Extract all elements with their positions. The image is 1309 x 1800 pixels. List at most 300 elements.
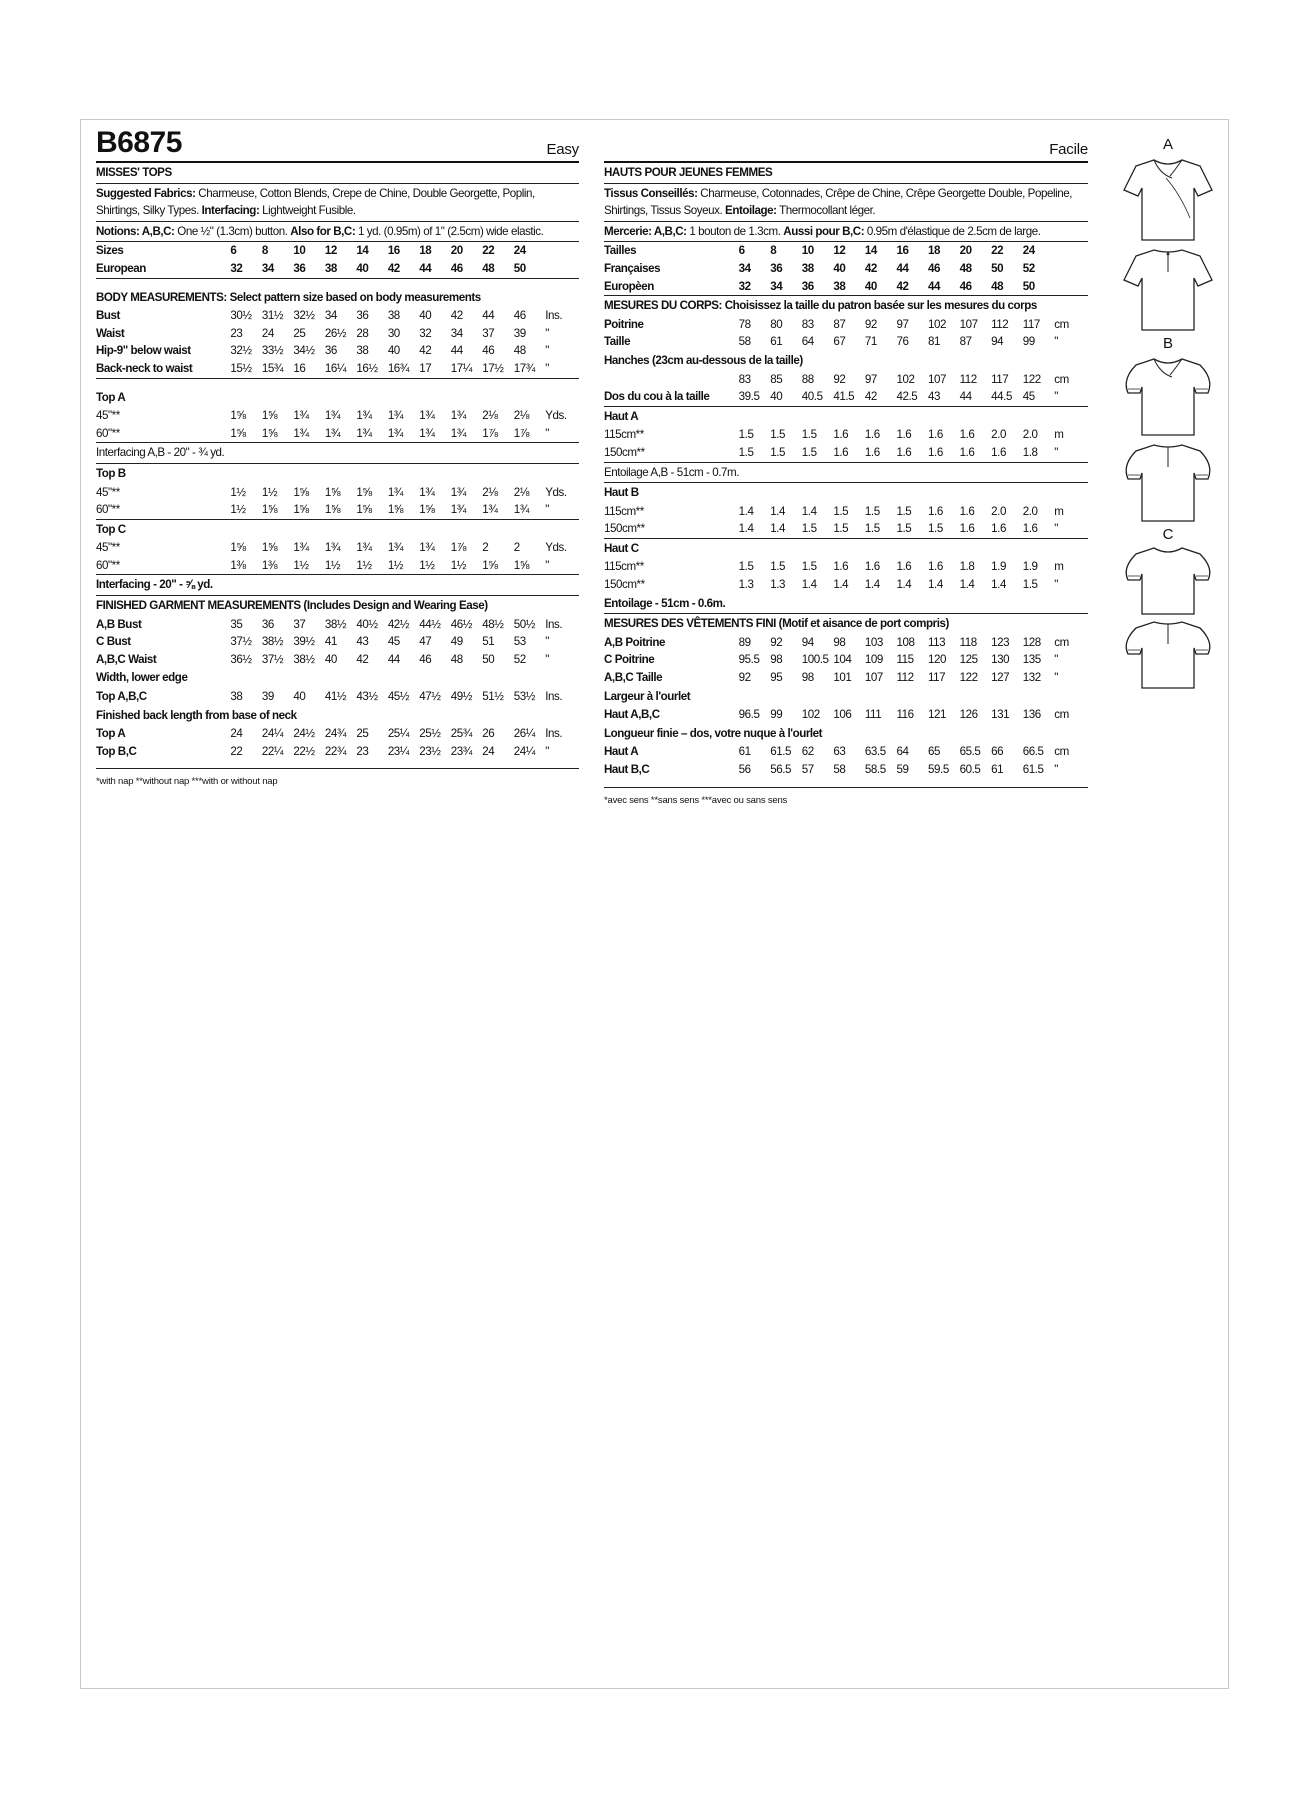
interfacing-text: Lightweight Fusible. bbox=[259, 204, 356, 218]
table-cell: 17½ bbox=[482, 361, 504, 375]
unit-cell: " bbox=[1054, 390, 1058, 404]
table-cell: 1.6 bbox=[928, 504, 943, 518]
unit-cell: cm bbox=[1054, 745, 1069, 759]
unit-cell: " bbox=[1054, 578, 1058, 592]
table-cell: 89 bbox=[738, 635, 751, 649]
table-cell: 34 bbox=[261, 261, 274, 275]
table-cell: 10 bbox=[293, 244, 306, 258]
table-cell: 97 bbox=[896, 317, 909, 331]
table-cell: 44 bbox=[387, 652, 400, 666]
table-cell: 98 bbox=[833, 635, 846, 649]
interfacing-c-fr: Entoilage - 51cm - 0.6m. bbox=[604, 594, 1088, 615]
table-row bbox=[604, 558, 1088, 576]
unit-cell: " bbox=[1054, 763, 1058, 776]
table-cell: 1.6 bbox=[896, 560, 912, 574]
french-column bbox=[604, 131, 1088, 809]
table-cell: 88 bbox=[801, 372, 814, 386]
table-cell: 1.6 bbox=[959, 522, 975, 536]
unit-cell: cm bbox=[1054, 317, 1069, 331]
table-cell: 99 bbox=[770, 708, 783, 722]
table-cell: 1¾ bbox=[419, 426, 435, 440]
notions-text-fr: 1 bouton de 1.3cm. bbox=[686, 224, 784, 238]
table-cell: 1.6 bbox=[959, 445, 975, 459]
top-c-heading: Top C bbox=[96, 522, 126, 536]
table-cell: 30½ bbox=[230, 309, 252, 323]
table-row bbox=[604, 242, 1088, 260]
table-cell: 56 bbox=[738, 763, 751, 776]
table-cell: 1¾ bbox=[324, 409, 341, 423]
table-cell: 36 bbox=[801, 279, 814, 293]
table-cell: 1.6 bbox=[1022, 522, 1038, 536]
row-label: Back-neck to waist bbox=[96, 361, 193, 375]
table-cell: 128 bbox=[1022, 635, 1041, 649]
table-cell: 15¾ bbox=[261, 361, 284, 375]
table-cell: 1.6 bbox=[864, 445, 880, 459]
table-cell: 35 bbox=[230, 617, 243, 631]
row-label: European bbox=[96, 261, 146, 275]
table-row bbox=[604, 651, 1088, 669]
table-cell: 20 bbox=[959, 244, 972, 258]
row-label: 150cm** bbox=[604, 578, 645, 592]
table-row bbox=[96, 501, 579, 519]
table-cell: 32½ bbox=[230, 344, 252, 358]
table-cell: 1.6 bbox=[959, 428, 975, 442]
table-cell: 1.6 bbox=[928, 445, 943, 459]
table-cell: 38 bbox=[230, 690, 243, 704]
top-b-back-icon bbox=[1120, 439, 1216, 525]
fabrics-label: Suggested Fabrics: bbox=[96, 186, 196, 200]
table-cell: 28 bbox=[356, 326, 369, 340]
table-cell: 1⅝ bbox=[324, 503, 341, 517]
table-cell: 1.8 bbox=[1022, 445, 1038, 459]
table-cell: 53 bbox=[513, 635, 526, 649]
table-cell: 1¾ bbox=[356, 426, 372, 440]
table-cell: 96.5 bbox=[738, 708, 760, 722]
table-cell: 2 bbox=[513, 541, 520, 555]
row-label: Haut A bbox=[604, 745, 639, 759]
table-cell: 45 bbox=[387, 635, 400, 649]
hip-heading-fr: Hanches (23cm au-dessous de la taille) bbox=[604, 353, 803, 367]
row-label: C Bust bbox=[96, 635, 131, 649]
table-cell: 2⅛ bbox=[513, 485, 529, 499]
body-measurements-heading-fr: MESURES DU CORPS: Choisissez la taille du patron basée sur les mesures du corps bbox=[604, 299, 1037, 313]
table-row bbox=[96, 242, 579, 260]
table-row bbox=[604, 278, 1088, 296]
section-title: MISSES' TOPS bbox=[96, 163, 579, 184]
notions-also-label-fr: Aussi pour B,C: bbox=[783, 224, 865, 238]
row-label: Poitrine bbox=[604, 317, 644, 331]
table-cell: 1½ bbox=[230, 485, 246, 499]
table-cell: 1.6 bbox=[896, 445, 912, 459]
table-row bbox=[96, 688, 579, 706]
table-row bbox=[604, 520, 1088, 538]
table-cell: 1.5 bbox=[738, 560, 754, 574]
difficulty-level: Easy bbox=[546, 141, 579, 158]
table-cell: 66 bbox=[991, 745, 1004, 759]
table-row bbox=[604, 426, 1088, 444]
row-label: Top A bbox=[96, 727, 126, 741]
table-cell: 26 bbox=[482, 727, 495, 741]
table-cell: 1½ bbox=[230, 503, 246, 517]
table-cell: 1.5 bbox=[801, 428, 817, 442]
table-cell: 1.6 bbox=[959, 504, 975, 518]
header-fr bbox=[604, 131, 1088, 161]
table-cell: 24 bbox=[230, 727, 243, 741]
table-cell: 36 bbox=[261, 617, 274, 631]
table-cell: 41 bbox=[324, 635, 337, 649]
table-cell: 99 bbox=[1022, 335, 1035, 349]
table-cell: 33½ bbox=[261, 344, 284, 358]
table-cell: 38 bbox=[387, 309, 400, 323]
table-cell: 1½ bbox=[450, 558, 466, 572]
table-row bbox=[604, 503, 1088, 521]
table-cell: 47 bbox=[419, 635, 432, 649]
table-cell: 17 bbox=[419, 361, 432, 375]
table-cell: 63 bbox=[833, 745, 846, 759]
row-label: A,B,C Waist bbox=[96, 652, 157, 666]
unit-cell: cm bbox=[1054, 635, 1069, 649]
unit-cell bbox=[1054, 242, 1088, 260]
table-cell: 1¾ bbox=[419, 485, 435, 499]
table-cell: 1.5 bbox=[801, 560, 817, 574]
table-cell: 44 bbox=[419, 261, 432, 275]
table-cell: 95 bbox=[770, 671, 783, 685]
table-cell: 25 bbox=[356, 727, 369, 741]
table-cell: 113 bbox=[928, 635, 946, 649]
table-cell: 2 bbox=[482, 541, 489, 555]
unit-cell: m bbox=[1054, 428, 1064, 442]
table-cell: 1⅞ bbox=[513, 426, 529, 440]
table-cell: 22 bbox=[230, 744, 243, 758]
table-row bbox=[96, 725, 579, 743]
table-cell: 47½ bbox=[419, 690, 441, 704]
table-cell: 8 bbox=[261, 244, 268, 258]
finished-measurements-heading: FINISHED GARMENT MEASUREMENTS (Includes Design and Wearing Ease) bbox=[96, 599, 488, 613]
table-row bbox=[96, 743, 579, 761]
row-label: 60"** bbox=[96, 426, 120, 440]
interfacing-label-fr: Entoilage: bbox=[725, 204, 777, 218]
table-cell: 37 bbox=[482, 326, 495, 340]
top-c-front-icon bbox=[1120, 544, 1216, 618]
table-cell: 63.5 bbox=[864, 745, 886, 759]
body-measurements-table-fr bbox=[604, 316, 1088, 351]
table-cell: 100.5 bbox=[801, 653, 829, 667]
table-row bbox=[604, 371, 1088, 389]
top-b-heading: Top B bbox=[96, 466, 126, 480]
table-cell: 117 bbox=[991, 372, 1009, 386]
table-cell: 1.5 bbox=[770, 560, 786, 574]
table-cell: 1.5 bbox=[738, 428, 754, 442]
table-cell: 1.5 bbox=[801, 522, 817, 536]
table-cell: 41.5 bbox=[833, 390, 855, 404]
table-cell: 46 bbox=[419, 652, 432, 666]
table-cell: 112 bbox=[991, 317, 1009, 331]
table-cell: 1¾ bbox=[293, 541, 309, 555]
table-cell: 48 bbox=[513, 344, 526, 358]
table-cell: 1.5 bbox=[833, 522, 849, 536]
table-row bbox=[604, 743, 1088, 761]
table-row bbox=[96, 557, 579, 575]
table-cell: 40 bbox=[770, 390, 783, 404]
top-a-front-icon bbox=[1120, 154, 1216, 244]
table-cell: 50½ bbox=[513, 617, 535, 631]
table-cell: 49½ bbox=[450, 690, 472, 704]
table-cell: 37½ bbox=[261, 652, 284, 666]
table-row bbox=[96, 307, 579, 325]
sizes-table bbox=[96, 242, 579, 278]
table-cell: 1.4 bbox=[770, 522, 786, 536]
notions-fr bbox=[604, 222, 1088, 243]
table-cell: 1⅝ bbox=[261, 541, 278, 555]
table-row bbox=[604, 634, 1088, 652]
table-cell: 1⅝ bbox=[230, 541, 246, 555]
table-cell: 1⅝ bbox=[230, 409, 246, 423]
table-cell: 32 bbox=[230, 261, 243, 275]
table-cell: 1⅝ bbox=[293, 485, 309, 499]
table-cell: 1.4 bbox=[896, 578, 912, 592]
table-cell: 23 bbox=[230, 326, 243, 340]
table-row bbox=[96, 651, 579, 669]
table-cell: 46½ bbox=[450, 617, 472, 631]
table-cell: 1.5 bbox=[1022, 578, 1038, 592]
table-cell: 95.5 bbox=[738, 653, 760, 667]
interfacing-ab-fr: Entoilage A,B - 51cm - 0.7m. bbox=[604, 463, 1088, 484]
english-column bbox=[96, 126, 579, 791]
table-cell: 106 bbox=[833, 708, 852, 722]
table-cell: 40 bbox=[356, 261, 369, 275]
unit-cell: " bbox=[1054, 653, 1058, 667]
table-cell: 31½ bbox=[261, 309, 284, 323]
table-cell: 16 bbox=[293, 361, 306, 375]
table-cell: 38 bbox=[801, 261, 814, 275]
table-cell: 87 bbox=[833, 317, 846, 331]
table-cell: 58 bbox=[738, 335, 751, 349]
table-cell: 98 bbox=[770, 653, 783, 667]
unit-cell: " bbox=[545, 344, 549, 358]
interfacing-label: Interfacing: bbox=[201, 204, 260, 218]
table-cell: 127 bbox=[991, 671, 1010, 685]
table-cell: 1⅞ bbox=[450, 541, 466, 555]
table-cell: 16 bbox=[896, 244, 909, 258]
table-cell: 107 bbox=[864, 671, 883, 685]
table-cell: 103 bbox=[864, 635, 883, 649]
table-cell: 36 bbox=[293, 261, 306, 275]
view-label-b: B bbox=[1162, 335, 1173, 352]
unit-cell: Yds. bbox=[545, 485, 567, 499]
table-row bbox=[604, 444, 1088, 462]
table-cell: 1½ bbox=[324, 558, 341, 572]
width-table-fr bbox=[604, 706, 1088, 724]
table-cell: 126 bbox=[959, 708, 978, 722]
table-cell: 71 bbox=[864, 335, 877, 349]
footnote: *with nap **without nap ***with or without nap bbox=[96, 776, 278, 788]
table-row bbox=[604, 706, 1088, 724]
footnote-fr: *avec sens **sans sens ***avec ou sans sens bbox=[604, 794, 788, 806]
interfacing-text-fr: Thermocollant léger. bbox=[776, 204, 876, 218]
table-cell: 120 bbox=[928, 653, 947, 667]
table-cell: 1¾ bbox=[293, 426, 309, 440]
table-cell: 1½ bbox=[261, 485, 278, 499]
table-cell: 1¾ bbox=[324, 541, 341, 555]
top-a-back-icon bbox=[1120, 244, 1216, 334]
table-cell: 1⅝ bbox=[419, 503, 435, 517]
top-b-front-icon bbox=[1120, 353, 1216, 439]
table-cell: 1¾ bbox=[450, 409, 466, 423]
table-cell: 34 bbox=[450, 326, 463, 340]
row-label: 150cm** bbox=[604, 522, 645, 536]
table-cell: 117 bbox=[928, 671, 946, 685]
table-cell: 1¾ bbox=[513, 503, 529, 517]
table-cell: 44.5 bbox=[991, 390, 1012, 404]
table-cell: 122 bbox=[1022, 372, 1041, 386]
table-cell: 14 bbox=[356, 244, 369, 258]
table-cell: 40 bbox=[387, 344, 400, 358]
table-cell: 1.6 bbox=[833, 428, 849, 442]
table-cell: 44 bbox=[959, 390, 972, 404]
table-cell: 1.5 bbox=[738, 445, 754, 459]
table-cell: 38 bbox=[833, 279, 846, 293]
table-cell: 1¾ bbox=[293, 409, 309, 423]
row-label: Haut B,C bbox=[604, 763, 650, 776]
table-cell: 1¾ bbox=[450, 426, 466, 440]
table-cell: 49 bbox=[450, 635, 463, 649]
table-cell: 1.9 bbox=[991, 560, 1006, 574]
table-row bbox=[96, 260, 579, 278]
table-cell: 46 bbox=[928, 261, 941, 275]
table-cell: 50 bbox=[513, 261, 526, 275]
table-cell: 48 bbox=[959, 261, 972, 275]
table-cell: 32½ bbox=[293, 309, 315, 323]
table-cell: 2.0 bbox=[991, 504, 1006, 518]
table-cell: 25½ bbox=[419, 727, 441, 741]
table-cell: 83 bbox=[801, 317, 814, 331]
table-cell: 1⅝ bbox=[387, 503, 404, 517]
table-cell: 17¾ bbox=[513, 361, 535, 375]
top-a-yardage-table bbox=[96, 407, 579, 443]
unit-cell: Ins. bbox=[545, 309, 563, 323]
notions-also-text: 1 yd. (0.95m) of 1" (2.5cm) wide elastic. bbox=[355, 224, 544, 238]
row-label: Françaises bbox=[604, 261, 661, 275]
table-cell: 51½ bbox=[482, 690, 504, 704]
length-heading-fr: Longueur finie – dos, votre nuque à l'ourlet bbox=[604, 726, 823, 740]
table-cell: 24 bbox=[482, 744, 495, 758]
table-cell: 36 bbox=[324, 344, 337, 358]
row-label: Bust bbox=[96, 309, 120, 323]
notions-also-label: Also for B,C: bbox=[290, 224, 356, 238]
table-cell: 107 bbox=[928, 372, 947, 386]
table-cell: 50 bbox=[482, 652, 495, 666]
view-label-c: C bbox=[1162, 526, 1174, 543]
table-cell: 1.4 bbox=[801, 504, 817, 518]
table-cell: 1.4 bbox=[833, 578, 849, 592]
table-cell: 64 bbox=[896, 745, 909, 759]
table-cell: 46 bbox=[482, 344, 495, 358]
table-cell: 48 bbox=[991, 279, 1004, 293]
table-cell: 25¼ bbox=[387, 727, 410, 741]
table-cell: 116 bbox=[896, 708, 914, 722]
table-cell: 18 bbox=[419, 244, 432, 258]
table-row bbox=[96, 407, 579, 425]
table-cell: 83 bbox=[738, 372, 751, 386]
unit-cell: Ins. bbox=[545, 727, 563, 741]
table-cell: 34 bbox=[738, 261, 751, 275]
table-cell: 1⅝ bbox=[293, 503, 309, 517]
table-cell: 6 bbox=[230, 244, 237, 258]
table-cell: 1.5 bbox=[833, 504, 849, 518]
row-label: Waist bbox=[96, 326, 125, 340]
table-cell: 26¼ bbox=[513, 727, 535, 741]
table-row bbox=[96, 616, 579, 634]
table-cell: 97 bbox=[864, 372, 877, 386]
table-cell: 1⅝ bbox=[513, 558, 529, 572]
table-cell: 65 bbox=[928, 745, 941, 759]
table-cell: 81 bbox=[928, 335, 941, 349]
row-label: Haut A,B,C bbox=[604, 708, 660, 722]
row-label: 115cm** bbox=[604, 560, 644, 574]
table-cell: 66.5 bbox=[1022, 745, 1044, 759]
table-cell: 57 bbox=[801, 763, 814, 776]
table-cell: 104 bbox=[833, 653, 852, 667]
table-cell: 44½ bbox=[419, 617, 441, 631]
table-cell: 2⅛ bbox=[482, 409, 498, 423]
table-cell: 1⅞ bbox=[482, 426, 498, 440]
table-cell: 121 bbox=[928, 708, 947, 722]
row-label: Taille bbox=[604, 335, 631, 349]
sizes-table-fr bbox=[604, 242, 1088, 296]
unit-cell: " bbox=[545, 426, 549, 440]
fabrics-label-fr: Tissus Conseillés: bbox=[604, 186, 698, 200]
table-cell: 108 bbox=[896, 635, 915, 649]
header bbox=[96, 126, 579, 161]
table-cell: 1.4 bbox=[738, 522, 754, 536]
table-cell: 98 bbox=[801, 671, 814, 685]
unit-cell: " bbox=[545, 326, 549, 340]
table-cell: 123 bbox=[991, 635, 1010, 649]
table-cell: 1.4 bbox=[959, 578, 975, 592]
table-row bbox=[604, 669, 1088, 687]
row-label: C Poitrine bbox=[604, 653, 655, 667]
table-cell: 1.5 bbox=[896, 504, 912, 518]
table-cell: 6 bbox=[738, 244, 745, 258]
table-cell: 1¾ bbox=[356, 409, 372, 423]
table-cell: 1.4 bbox=[991, 578, 1006, 592]
table-cell: 12 bbox=[833, 244, 846, 258]
unit-cell: " bbox=[545, 503, 549, 517]
row-label: A,B,C Taille bbox=[604, 671, 663, 685]
unit-cell: cm bbox=[1054, 708, 1069, 722]
table-row bbox=[604, 316, 1088, 334]
table-cell: 1.6 bbox=[864, 560, 880, 574]
table-cell: 1¾ bbox=[482, 503, 498, 517]
table-cell: 44 bbox=[896, 261, 909, 275]
row-label: Europèen bbox=[604, 279, 654, 293]
table-cell: 53½ bbox=[513, 690, 535, 704]
table-cell: 1.5 bbox=[801, 445, 817, 459]
table-cell: 22 bbox=[991, 244, 1004, 258]
table-cell: 2⅛ bbox=[513, 409, 529, 423]
table-cell: 24 bbox=[1022, 244, 1035, 258]
table-cell: 42 bbox=[419, 344, 432, 358]
table-cell: 40 bbox=[324, 652, 337, 666]
unit-cell: " bbox=[1054, 445, 1058, 459]
table-cell: 10 bbox=[801, 244, 814, 258]
table-cell: 1.5 bbox=[770, 445, 786, 459]
table-cell: 61.5 bbox=[770, 745, 791, 759]
table-cell: 1.4 bbox=[738, 504, 754, 518]
table-cell: 42.5 bbox=[896, 390, 918, 404]
table-cell: 94 bbox=[991, 335, 1004, 349]
row-label: Top A,B,C bbox=[96, 690, 147, 704]
